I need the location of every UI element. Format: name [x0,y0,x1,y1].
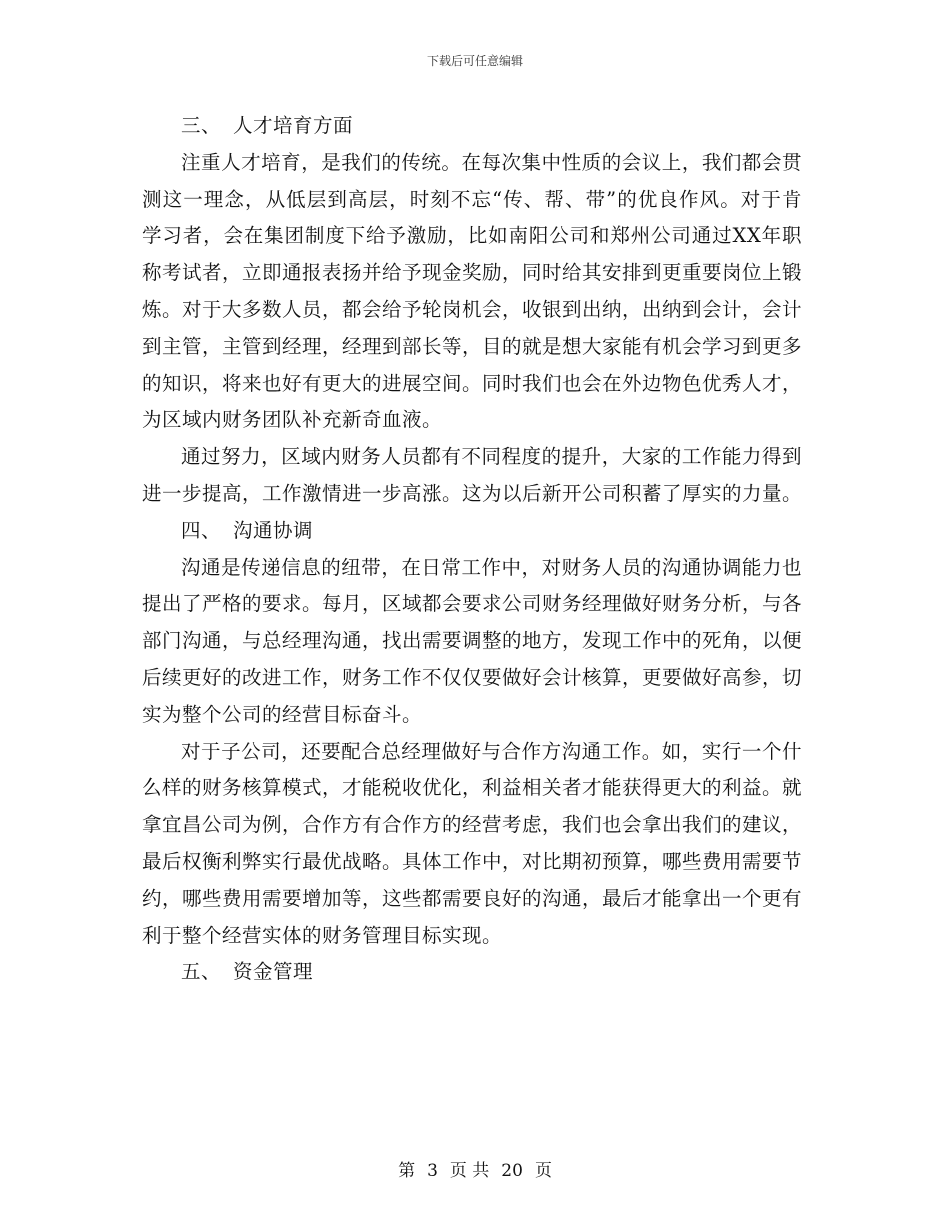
section-heading-3 [142,108,802,145]
paragraph: 沟通是传递信息的纽带，在日常工作中，对财务人员的沟通协调能力也提出了严格的要求。每月，区域都会要求公司财务经理做好财务分析，与各部门沟通，与总经理沟通，找出需要调整的地方，发现工作中的死角，以便后续更好的改进工作，财务工作不仅仅要做好会计核算，更要做好高参，切实为整个公司的经营目标奋斗。 [142,555,803,726]
total-pages-number: 20 [501,1161,523,1181]
paragraph: 注重人才培育，是我们的传统。在每次集中性质的会议上，我们都会贯测这一理念，从低层到高层，时刻不忘“传、帮、带”的优良作风。对于肯学习者，会在集团制度下给予激励，比如南阳公司和郑州公司通过XX年职称考试者，立即通报表扬并给予现金奖励，同时给其安排到更重要岗位上锻炼。对于大多数人员，都会给予轮岗机会，收银到出纳，出纳到会计，会计到主管，主管到经理，经理到部长等，目的就是想大家能有机会学习到更多的知识，将来也好有更大的进展空间。同时我们也会在外边物色优秀人才，为区域内财务团队补充新奇血液。 [142,150,803,432]
section-number: 四、 [181,518,222,542]
section-number: 五、 [181,960,222,984]
paragraph: 通过努力，区域内财务人员都有不同程度的提升，大家的工作能力得到进一步提高，工作激情进一步高涨。这为以后新开公司积蓄了厚实的力量。 [142,445,803,505]
document-body [142,108,802,991]
paragraph: 对于子公司，还要配合总经理做好与合作方沟通工作。如，实行一个什么样的财务核算模式，才能税收优化，利益相关者才能获得更大的利益。就拿宜昌公司为例，合作方有合作方的经营考虑，我们也会拿出我们的建议，最后权衡利弊实行最优战略。具体工作中，对比期初预算，哪些费用需要节约，哪些费用需要增加等，这些都需要良好的沟通，最后才能拿出一个更有利于整个经营实体的财务管理目标实现。 [142,739,803,947]
page-header: 下载后可任意编辑 [426,54,523,68]
section-number: 三、 [181,114,222,137]
section-title: 沟通协调 [233,518,314,542]
footer-suffix: 页 [534,1161,552,1181]
section-heading-4 [142,513,802,550]
current-page-number: 3 [427,1161,438,1181]
section-heading-5 [142,954,802,991]
section-title: 人才培育方面 [233,114,354,137]
footer-mid: 页 共 [449,1161,490,1181]
section-title: 资金管理 [233,960,314,984]
footer-prefix: 第 [398,1161,416,1181]
page-footer [0,1156,950,1181]
